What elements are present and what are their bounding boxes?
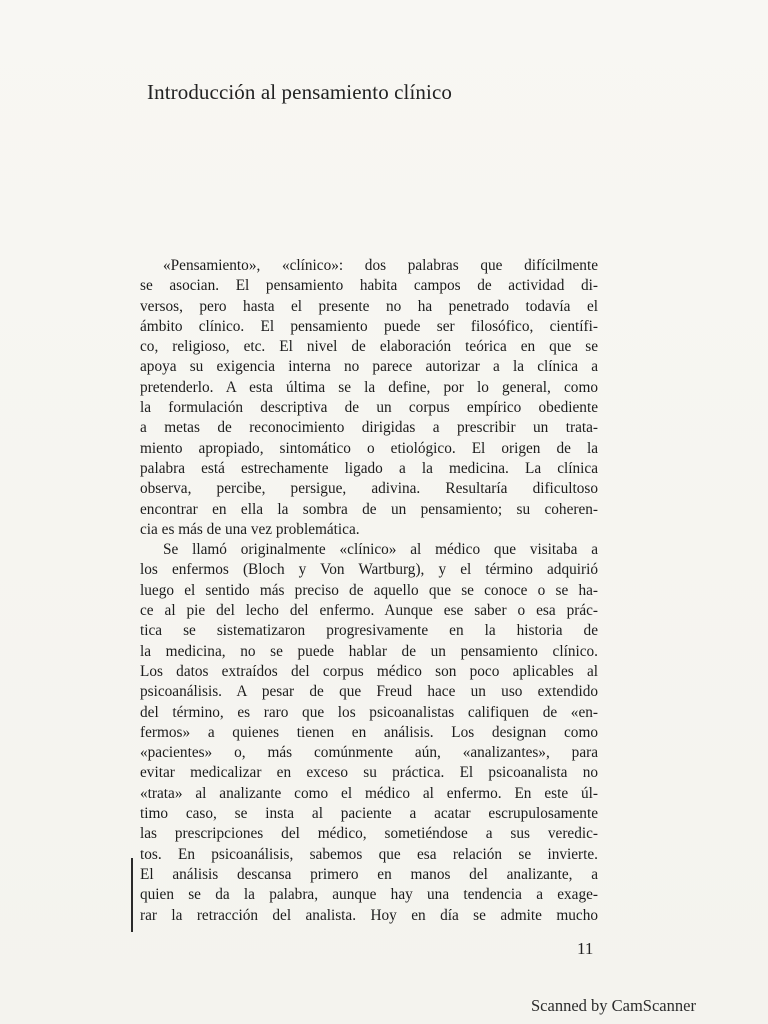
page-number: 11 (577, 939, 594, 958)
text-line: observa, percibe, persigue, adivina. Resultaría dificultoso (140, 480, 598, 498)
text-line: ce al pie del lecho del enfermo. Aunque ese saber o esa prác- (140, 602, 598, 620)
text-line: encontrar en ella la sombra de un pensamiento; su coheren- (140, 500, 598, 518)
text-line: tica se sistematizaron progresivamente en la historia de (140, 622, 598, 640)
text-line: co, religioso, etc. El nivel de elaboración teórica en que se (140, 338, 598, 356)
text-line: la medicina, no se puede hablar de un pensamiento clínico. (140, 642, 598, 660)
text-line: apoya su exigencia interna no parece autorizar a la clínica a (140, 358, 598, 376)
text-line: a metas de reconocimiento dirigidas a prescribir un trata- (140, 419, 598, 437)
text-line: del término, es raro que los psicoanalistas califiquen de «en- (140, 703, 598, 721)
text-line: «pacientes» o, más comúnmente aún, «analizantes», para (140, 744, 598, 762)
text-line: las prescripciones del médico, sometiéndose a sus veredic- (140, 825, 598, 843)
text-line: tos. En psicoanálisis, sabemos que esa relación se invierte. (140, 845, 598, 863)
text-line: psicoanálisis. A pesar de que Freud hace un uso extendido (140, 683, 598, 701)
text-line: la formulación descriptiva de un corpus empírico obediente (140, 399, 598, 417)
text-line: timo caso, se insta al paciente a acatar escrupulosamente (140, 805, 598, 823)
text-line: los enfermos (Bloch y Von Wartburg), y el término adquirió (140, 561, 598, 579)
text-line: rar la retracción del analista. Hoy en día se admite mucho (140, 906, 598, 924)
text-line: «Pensamiento», «clínico»: dos palabras que difícilmente (163, 257, 598, 274)
text-line: evitar medicalizar en exceso su práctica. El psicoanalista no (140, 764, 598, 782)
text-line: quien se da la palabra, aunque hay una tendencia a exage- (140, 886, 598, 904)
text-line: El análisis descansa primero en manos del analizante, a (140, 865, 598, 883)
text-line: se asocian. El pensamiento habita campos de actividad di- (140, 277, 598, 295)
text-line: Se llamó originalmente «clínico» al médico que visitaba a (163, 541, 598, 559)
text-line: fermos» a quienes tienen en análisis. Los designan como (140, 723, 598, 741)
text-line: pretenderlo. A esta última se la define, por lo general, como (140, 378, 598, 396)
scanner-watermark: Scanned by CamScanner (531, 996, 696, 1015)
text-line: «trata» al analizante como el médico al enfermo. En este úl- (140, 784, 598, 802)
text-line: versos, pero hasta el presente no ha penetrado todavía el (140, 297, 598, 315)
paragraph-1 (140, 256, 598, 540)
chapter-title: Introducción al pensamiento clínico (147, 80, 452, 104)
handwritten-margin-mark (131, 858, 133, 932)
text-line: ámbito clínico. El pensamiento puede ser filosófico, científi- (140, 317, 598, 335)
body-text (140, 256, 598, 926)
text-line: palabra está estrechamente ligado a la medicina. La clínica (140, 459, 598, 477)
paragraph-2 (140, 540, 598, 926)
text-line: miento apropiado, sintomático o etiológico. El origen de la (140, 439, 598, 457)
text-line: Los datos extraídos del corpus médico son poco aplicables al (140, 662, 598, 680)
text-line: cia es más de una vez problemática. (140, 520, 360, 538)
text-line: luego el sentido más preciso de aquello que se conoce o se ha- (140, 581, 598, 599)
